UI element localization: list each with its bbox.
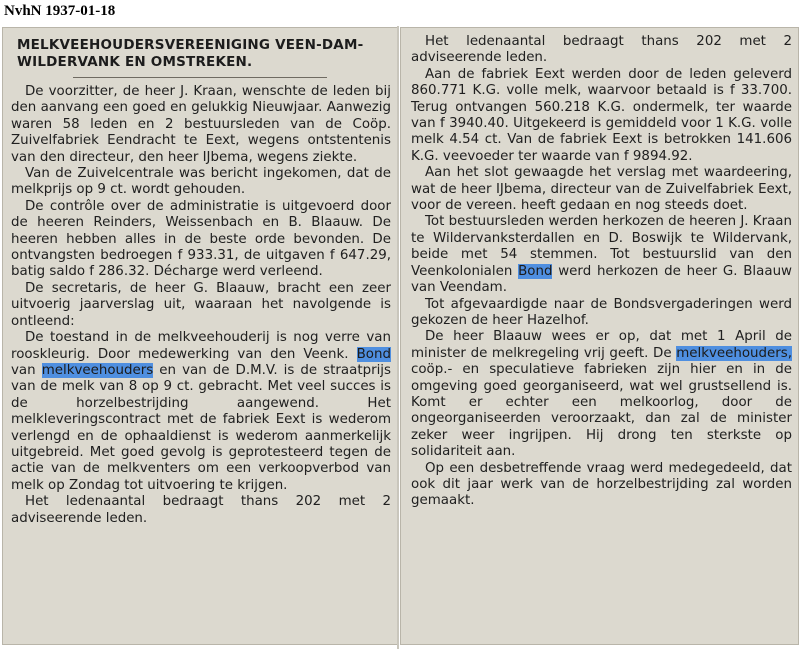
paragraph: De contrôle over de administratie is uitgevoerd door de heeren Reinders, Weissenbach en B. Blaauw. De heeren hebben alles in de beste orde bevonden. De ontvangsten bedroegen f 933.31, de uitgaven f 647.29, batig saldo f 286.32. Décharge werd verleend. [11, 198, 391, 280]
highlighted-term: Bond [356, 346, 391, 362]
paragraph [11, 330, 391, 494]
headline-rule [73, 77, 327, 78]
paragraph [411, 214, 792, 296]
paragraph: Het ledenaantal bedraagt thans 202 met 2 adviseerende leden. [411, 34, 792, 66]
highlighted-term: melkveehouders [41, 362, 154, 378]
paragraph: Van de Zuivelcentrale was bericht ingekomen, dat de melkprijs op 9 ct. wordt gehouden. [11, 166, 391, 198]
right-column [400, 27, 799, 645]
paragraph-text: werd herkozen de heer G. Blaauw van Veendam. [411, 263, 793, 296]
paragraph: Aan het slot gewaagde het verslag met waardeering, wat de heer IJbema, directeur van de Zuivelfabriek Eext, voor de vereen. heeft gedaan en nog steeds doet. [411, 165, 792, 214]
left-column [2, 27, 398, 645]
paragraph-text: De heer Blaauw wees er op, dat met 1 April de minister de melkregeling vrij geeft. De [411, 329, 792, 361]
paragraph: De secretaris, de heer G. Blaauw, bracht een zeer uitvoerig jaarverslag uit, waaraan het navolgende is ontleend: [11, 280, 391, 329]
paragraph-text: van [11, 362, 36, 378]
highlighted-term: melkveehouders, [676, 345, 792, 361]
paragraph: Het ledenaantal bedraagt thans 202 met 2 adviseerende leden. [11, 494, 391, 526]
paragraph [411, 329, 792, 460]
paragraph: Aan de fabriek Eext werden door de leden geleverd 860.771 K.G. volle melk, waarvoor betaald is f 33.700. Terug ontvangen 560.218 K.G. ondermelk, ter waarde van f 3940.40. Uitgekeerd is gemiddeld voor 1 K.G. volle melk 4.54 ct. Van de fabriek Eext is betrokken 141.606 K.G. veevoeder ter waarde van f 9894.92. [411, 66, 792, 164]
paragraph-text: coöp.- en speculatieve fabrieken zijn hier en in de omgeving goed georganiseerd, wat wel grustsellend is. Komt er echter een melkoorlog, door de ongeorganiseerden veroorzaakt, dan zal de minister zeker weer ingrijpen. Hij drong ten sterkste op solidariteit aan. [411, 362, 792, 460]
highlighted-term: Bond [518, 263, 553, 279]
right-column-text [411, 34, 792, 510]
left-column-text [11, 84, 391, 527]
paragraph-text: en van de D.M.V. is de straatprijs van de melk van 8 op 9 ct. gebracht. Met veel succes is de horzelbestrijding aangewend. Het melkleveringscontract met de fabriek Eext is wederom verlengd en de ophaaldienst is wederom aanmerkelijk uitgebreid. Met goed gevolg is geprotesteerd tegen de actie van de melkventers om een verkoopverbod van melk op Zondag tot uitvoering te krijgen. [11, 362, 391, 493]
paragraph: Tot afgevaardigde naar de Bondsvergaderingen werd gekozen de heer Hazelhof. [411, 296, 792, 328]
paragraph: Op een desbetreffende vraag werd medegedeeld, dat ook dit jaar werk van de horzelbestrijding zal worden gemaakt. [411, 460, 792, 509]
paragraph-text: Tot bestuursleden werden herkozen de heeren J. Kraan te Wildervanksterdallen en D. Boswijk te Wildervank, beide met 54 stemmen. Tot bestuurslid van den Veenkolonialen [411, 214, 792, 279]
paragraph-text: De toestand in de melkveehouderij is nog verre van rooskleurig. Door medewerking van den Veenk. [11, 330, 391, 362]
paragraph: De voorzitter, de heer J. Kraan, wenschte de leden bij den aanvang een goed en gelukkig Nieuwjaar. Aanwezig waren 58 leden en 2 bestuursleden van de Coöp. Zuivelfabriek Eendracht te Eext, wegens ontstentenis van den directeur, den heer IJbema, wegens ziekte. [11, 84, 391, 165]
article-headline: MELKVEEHOUDERSVEREENIGING VEEN-DAM-WILDERVANK EN OMSTREKEN. [17, 37, 364, 70]
clipping-caption: NvhN 1937-01-18 [4, 3, 116, 19]
column-divider [397, 26, 399, 649]
